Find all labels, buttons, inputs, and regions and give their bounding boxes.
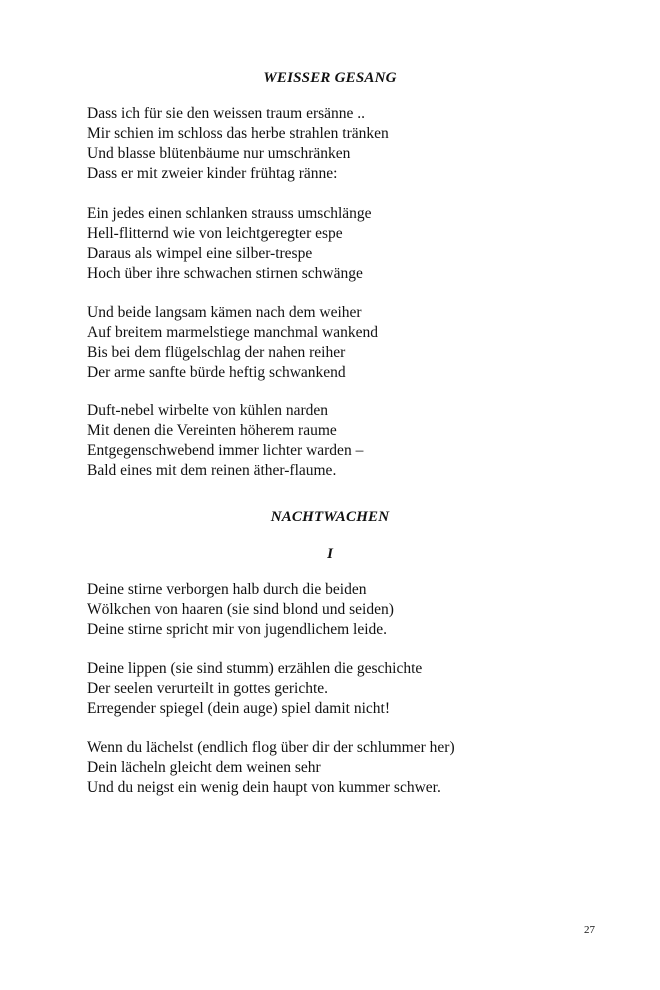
stanza-6	[87, 659, 607, 719]
poem-line: Mit denen die Vereinten höherem raume	[87, 422, 337, 439]
poem-line: Dass ich für sie den weissen traum ersänne ..	[87, 105, 366, 122]
poem-line: Auf breitem marmelstiege manchmal wankend	[87, 324, 378, 341]
poem-title-nachtwachen: NACHTWACHEN	[270, 509, 390, 525]
poem-line: Bis bei dem flügelschlag der nahen reiher	[87, 344, 346, 361]
stanza-5	[87, 580, 607, 640]
poem-line: Hell-flitternd wie von leichtgeregter espe	[87, 225, 343, 242]
poem-line: Erregender spiegel (dein auge) spiel damit nicht!	[87, 700, 390, 717]
stanza-7	[87, 738, 607, 798]
section-number: I	[327, 546, 333, 562]
poem-title-weisser-gesang: WEISSER GESANG	[263, 70, 397, 86]
poem-line: Der seelen verurteilt in gottes gerichte.	[87, 680, 329, 697]
page-number: 27	[584, 924, 595, 936]
stanza-4	[87, 401, 607, 481]
poem-line: Bald eines mit dem reinen äther-flaume.	[87, 462, 337, 479]
stanza-2	[87, 204, 607, 284]
stanza-1	[87, 104, 607, 184]
poem-line: Wölkchen von haaren (sie sind blond und seiden)	[87, 601, 394, 618]
poem-line: Und beide langsam kämen nach dem weiher	[87, 304, 362, 321]
poem-line: Deine lippen (sie sind stumm) erzählen die geschichte	[87, 660, 423, 677]
poem-line: Und du neigst ein wenig dein haupt von kummer schwer.	[87, 779, 441, 796]
poem-line: Ein jedes einen schlanken strauss umschlänge	[87, 205, 372, 222]
poem-line: Hoch über ihre schwachen stirnen schwänge	[87, 265, 363, 282]
stanza-3	[87, 303, 607, 383]
poem-line: Und blasse blütenbäume nur umschränken	[87, 145, 351, 162]
poem-line: Dass er mit zweier kinder frühtag ränne:	[87, 165, 338, 182]
poem-line: Deine stirne spricht mir von jugendlichem leide.	[87, 621, 388, 638]
poem-line: Duft-nebel wirbelte von kühlen narden	[87, 402, 329, 419]
poem-line: Dein lächeln gleicht dem weinen sehr	[87, 759, 321, 776]
poem-line: Deine stirne verborgen halb durch die beiden	[87, 581, 367, 598]
poem-line: Mir schien im schloss das herbe strahlen tränken	[87, 125, 389, 142]
poem-line: Wenn du lächelst (endlich flog über dir der schlummer her)	[87, 739, 455, 756]
poem-line: Daraus als wimpel eine silber-trespe	[87, 245, 313, 262]
poem-line: Entgegenschwebend immer lichter warden –	[87, 442, 364, 459]
poem-line: Der arme sanfte bürde heftig schwankend	[87, 364, 346, 381]
